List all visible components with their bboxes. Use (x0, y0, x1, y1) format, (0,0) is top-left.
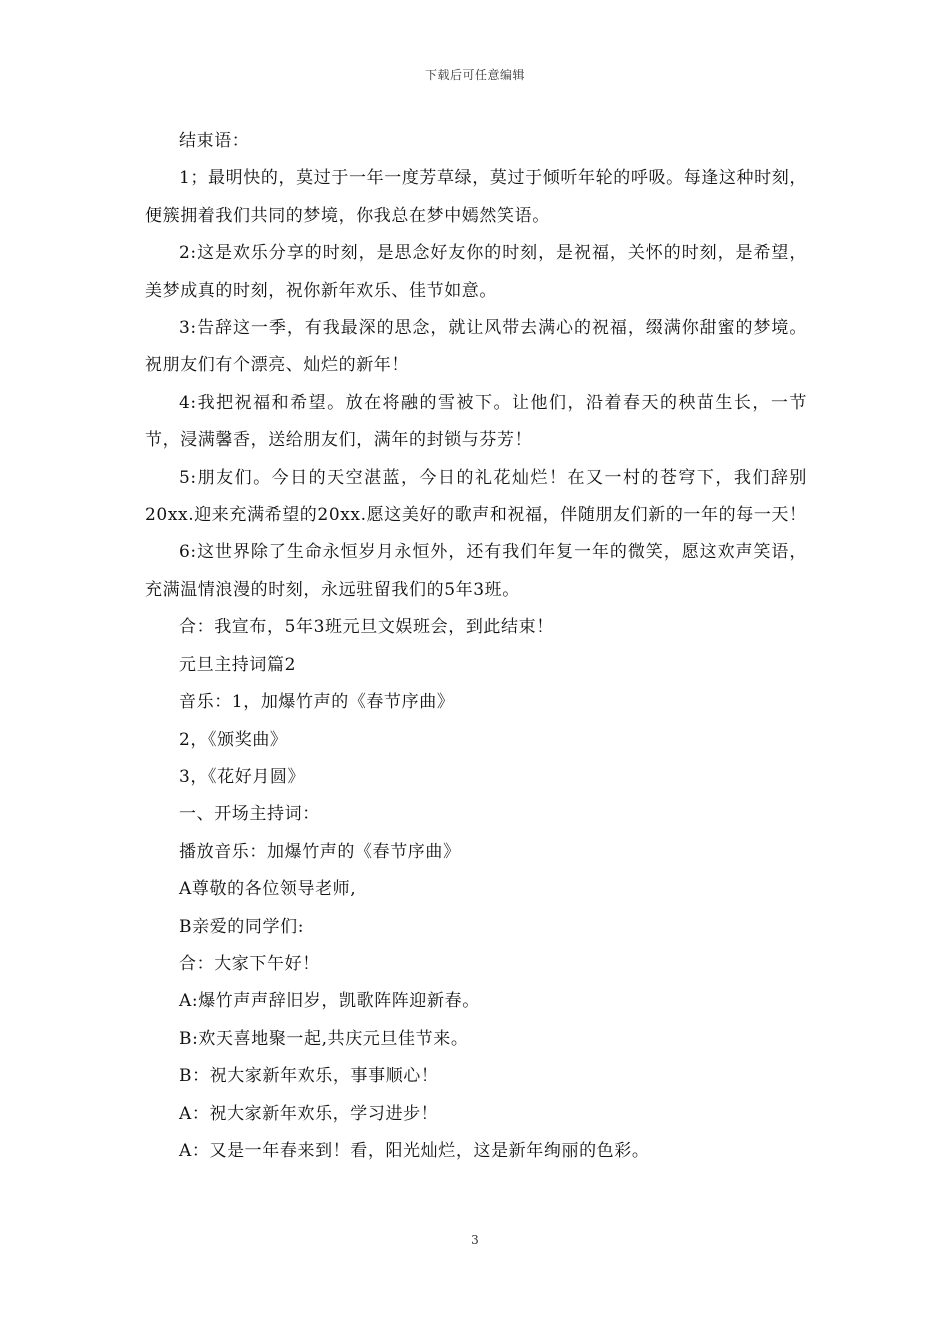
paragraph-closing-5: 5:朋友们。今日的天空湛蓝，今日的礼花灿烂！在又一村的苍穹下，我们辞别20xx.迎来充满希望的20xx.愿这美好的歌声和祝福，伴随朋友们新的一年的每一天！ (145, 467, 807, 526)
paragraph-closing-3: 3:告辞这一季，有我最深的思念，就让风带去满心的祝福，缀满你甜蜜的梦境。祝朋友们有个漂亮、灿烂的新年！ (145, 318, 807, 376)
paragraph-music-2: 2，《颁奖曲》 (179, 729, 288, 750)
section-title-part2: 元旦主持词篇2 (179, 654, 297, 675)
page-number: 3 (471, 1233, 479, 1247)
paragraph-closing-6: 6:这世界除了生命永恒岁月永恒外，还有我们年复一年的微笑，愿这欢声笑语，充满温情浪漫的时刻，永远驻留我们的5年3班。 (145, 542, 807, 600)
paragraph-closing-1: 1；最明快的，莫过于一年一度芳草绿，莫过于倾听年轮的呼吸。每逢这种时刻，便簇拥着我们共同的梦境，你我总在梦中嫣然笑语。 (145, 168, 807, 226)
dialogue-line: A尊敬的各位领导老师, (179, 879, 357, 900)
paragraph-play-music: 播放音乐：加爆竹声的《春节序曲》 (179, 841, 461, 862)
dialogue-line: B亲爱的同学们: (179, 916, 305, 937)
dialogue-line: A：祝大家新年欢乐，学习进步！ (179, 1103, 439, 1124)
paragraph-opening-heading: 一、开场主持词： (179, 804, 320, 825)
paragraph-music-1: 音乐：1，加爆竹声的《春节序曲》 (179, 692, 455, 713)
dialogue-line: A：又是一年春来到！看，阳光灿烂，这是新年绚丽的色彩。 (179, 1140, 650, 1161)
paragraph-closing-2: 2:这是欢乐分享的时刻，是思念好友你的时刻，是祝福，关怀的时刻，是希望，美梦成真的时刻，祝你新年欢乐、佳节如意。 (145, 243, 807, 301)
dialogue-line: B：祝大家新年欢乐，事事顺心！ (179, 1066, 439, 1087)
document-body (145, 123, 807, 1170)
paragraph-closing-heading: 结束语： (179, 131, 250, 151)
paragraph-closing-4: 4:我把祝福和希望。放在将融的雪被下。让他们，沿着春天的秧苗生长，一节节，浸满馨香，送给朋友们，满年的封锁与芬芳！ (145, 392, 807, 451)
paragraph-closing-together: 合：我宣布，5年3班元旦文娱班会，到此结束！ (179, 617, 554, 638)
dialogue-line: 合：大家下午好！ (179, 953, 320, 974)
paragraph-music-3: 3，《花好月圆》 (179, 766, 306, 787)
dialogue-line: B:欢天喜地聚一起,共庆元旦佳节来。 (179, 1028, 469, 1049)
page-header-note: 下载后可任意编辑 (424, 68, 525, 82)
dialogue-line: A:爆竹声声辞旧岁，凯歌阵阵迎新春。 (179, 991, 480, 1012)
